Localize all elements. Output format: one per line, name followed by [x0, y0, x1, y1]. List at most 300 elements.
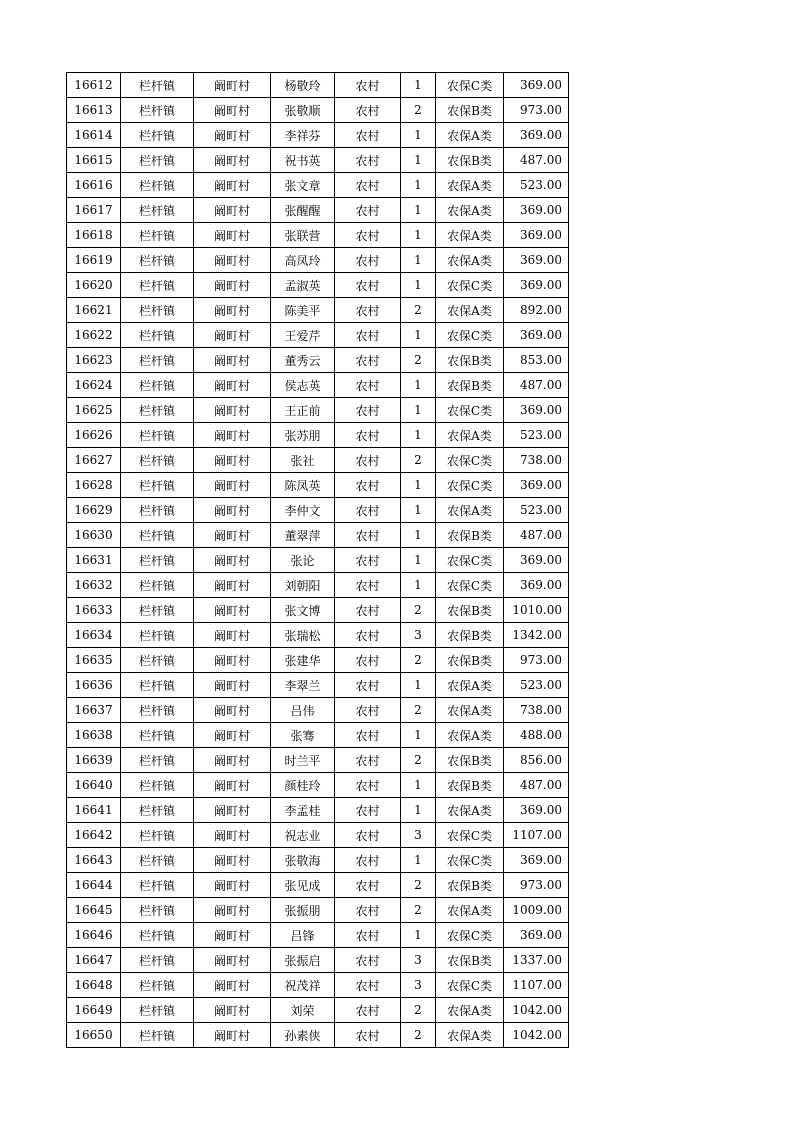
- cell-town: 栏杆镇: [121, 798, 194, 823]
- table-row: [67, 773, 569, 798]
- cell-household-count: 2: [401, 348, 436, 373]
- cell-category: 农村: [335, 1023, 401, 1048]
- cell-village: 阚町村: [194, 698, 271, 723]
- cell-category: 农村: [335, 223, 401, 248]
- data-table: [66, 72, 569, 1048]
- cell-town: 栏杆镇: [121, 873, 194, 898]
- cell-village: 阚町村: [194, 198, 271, 223]
- cell-insurance-class: 农保A类: [436, 123, 504, 148]
- cell-category: 农村: [335, 523, 401, 548]
- cell-category: 农村: [335, 748, 401, 773]
- cell-category: 农村: [335, 373, 401, 398]
- cell-town: 栏杆镇: [121, 298, 194, 323]
- cell-name: 张醒醒: [271, 198, 335, 223]
- cell-amount: 523.00: [504, 173, 569, 198]
- cell-household-count: 1: [401, 223, 436, 248]
- cell-category: 农村: [335, 498, 401, 523]
- cell-town: 栏杆镇: [121, 1023, 194, 1048]
- cell-serial-no: 16648: [67, 973, 121, 998]
- cell-insurance-class: 农保C类: [436, 848, 504, 873]
- cell-name: 高凤玲: [271, 248, 335, 273]
- cell-town: 栏杆镇: [121, 698, 194, 723]
- cell-insurance-class: 农保A类: [436, 673, 504, 698]
- cell-town: 栏杆镇: [121, 98, 194, 123]
- cell-category: 农村: [335, 698, 401, 723]
- cell-serial-no: 16641: [67, 798, 121, 823]
- cell-village: 阚町村: [194, 798, 271, 823]
- cell-name: 侯志英: [271, 373, 335, 398]
- cell-category: 农村: [335, 873, 401, 898]
- cell-category: 农村: [335, 123, 401, 148]
- cell-amount: 856.00: [504, 748, 569, 773]
- cell-village: 阚町村: [194, 498, 271, 523]
- cell-name: 刘荣: [271, 998, 335, 1023]
- cell-name: 张文章: [271, 173, 335, 198]
- cell-name: 李仲文: [271, 498, 335, 523]
- table-row: [67, 623, 569, 648]
- cell-name: 张振启: [271, 948, 335, 973]
- cell-name: 张社: [271, 448, 335, 473]
- cell-amount: 487.00: [504, 373, 569, 398]
- cell-category: 农村: [335, 148, 401, 173]
- cell-name: 董秀云: [271, 348, 335, 373]
- cell-serial-no: 16617: [67, 198, 121, 223]
- table-row: [67, 748, 569, 773]
- cell-household-count: 1: [401, 123, 436, 148]
- cell-town: 栏杆镇: [121, 548, 194, 573]
- cell-insurance-class: 农保B类: [436, 598, 504, 623]
- cell-serial-no: 16622: [67, 323, 121, 348]
- cell-amount: 369.00: [504, 548, 569, 573]
- cell-name: 张瑞松: [271, 623, 335, 648]
- cell-household-count: 1: [401, 73, 436, 98]
- cell-household-count: 1: [401, 248, 436, 273]
- cell-category: 农村: [335, 898, 401, 923]
- cell-name: 张振朋: [271, 898, 335, 923]
- cell-serial-no: 16615: [67, 148, 121, 173]
- cell-name: 李翠兰: [271, 673, 335, 698]
- table-row: [67, 98, 569, 123]
- cell-village: 阚町村: [194, 448, 271, 473]
- cell-village: 阚町村: [194, 148, 271, 173]
- cell-category: 农村: [335, 198, 401, 223]
- cell-household-count: 1: [401, 398, 436, 423]
- cell-town: 栏杆镇: [121, 473, 194, 498]
- cell-household-count: 1: [401, 473, 436, 498]
- cell-category: 农村: [335, 573, 401, 598]
- cell-serial-no: 16621: [67, 298, 121, 323]
- cell-insurance-class: 农保C类: [436, 73, 504, 98]
- cell-village: 阚町村: [194, 573, 271, 598]
- cell-serial-no: 16620: [67, 273, 121, 298]
- cell-insurance-class: 农保C类: [436, 823, 504, 848]
- cell-village: 阚町村: [194, 123, 271, 148]
- cell-category: 农村: [335, 973, 401, 998]
- table-row: [67, 523, 569, 548]
- cell-household-count: 1: [401, 673, 436, 698]
- cell-village: 阚町村: [194, 298, 271, 323]
- cell-household-count: 2: [401, 1023, 436, 1048]
- cell-category: 农村: [335, 298, 401, 323]
- cell-town: 栏杆镇: [121, 673, 194, 698]
- cell-name: 李孟桂: [271, 798, 335, 823]
- cell-name: 张骞: [271, 723, 335, 748]
- cell-household-count: 1: [401, 323, 436, 348]
- cell-village: 阚町村: [194, 348, 271, 373]
- cell-insurance-class: 农保A类: [436, 248, 504, 273]
- cell-serial-no: 16634: [67, 623, 121, 648]
- cell-village: 阚町村: [194, 648, 271, 673]
- cell-amount: 1009.00: [504, 898, 569, 923]
- cell-serial-no: 16638: [67, 723, 121, 748]
- cell-town: 栏杆镇: [121, 273, 194, 298]
- cell-town: 栏杆镇: [121, 123, 194, 148]
- cell-name: 吕伟: [271, 698, 335, 723]
- cell-serial-no: 16639: [67, 748, 121, 773]
- cell-household-count: 2: [401, 698, 436, 723]
- cell-town: 栏杆镇: [121, 173, 194, 198]
- cell-serial-no: 16616: [67, 173, 121, 198]
- cell-serial-no: 16636: [67, 673, 121, 698]
- cell-category: 农村: [335, 323, 401, 348]
- cell-household-count: 1: [401, 798, 436, 823]
- cell-amount: 853.00: [504, 348, 569, 373]
- table-row: [67, 973, 569, 998]
- cell-insurance-class: 农保B类: [436, 648, 504, 673]
- cell-amount: 369.00: [504, 198, 569, 223]
- cell-category: 农村: [335, 823, 401, 848]
- cell-insurance-class: 农保A类: [436, 498, 504, 523]
- cell-household-count: 2: [401, 98, 436, 123]
- cell-category: 农村: [335, 673, 401, 698]
- cell-amount: 369.00: [504, 798, 569, 823]
- cell-category: 农村: [335, 548, 401, 573]
- cell-category: 农村: [335, 398, 401, 423]
- cell-household-count: 2: [401, 298, 436, 323]
- cell-insurance-class: 农保A类: [436, 173, 504, 198]
- table-row: [67, 998, 569, 1023]
- cell-amount: 1010.00: [504, 598, 569, 623]
- cell-name: 祝志业: [271, 823, 335, 848]
- cell-household-count: 1: [401, 723, 436, 748]
- cell-town: 栏杆镇: [121, 148, 194, 173]
- cell-insurance-class: 农保B类: [436, 748, 504, 773]
- table-row: [67, 898, 569, 923]
- table-row: [67, 498, 569, 523]
- cell-amount: 369.00: [504, 573, 569, 598]
- cell-name: 杨敬玲: [271, 73, 335, 98]
- cell-amount: 369.00: [504, 398, 569, 423]
- cell-household-count: 1: [401, 548, 436, 573]
- cell-village: 阚町村: [194, 623, 271, 648]
- cell-village: 阚町村: [194, 723, 271, 748]
- cell-village: 阚町村: [194, 673, 271, 698]
- cell-town: 栏杆镇: [121, 348, 194, 373]
- cell-amount: 369.00: [504, 848, 569, 873]
- table-row: [67, 723, 569, 748]
- cell-village: 阚町村: [194, 73, 271, 98]
- cell-serial-no: 16644: [67, 873, 121, 898]
- table-row: [67, 923, 569, 948]
- cell-insurance-class: 农保C类: [436, 448, 504, 473]
- table-row: [67, 473, 569, 498]
- cell-category: 农村: [335, 98, 401, 123]
- cell-insurance-class: 农保B类: [436, 623, 504, 648]
- cell-amount: 369.00: [504, 248, 569, 273]
- cell-town: 栏杆镇: [121, 523, 194, 548]
- cell-serial-no: 16626: [67, 423, 121, 448]
- cell-village: 阚町村: [194, 748, 271, 773]
- cell-serial-no: 16623: [67, 348, 121, 373]
- table-row: [67, 698, 569, 723]
- cell-town: 栏杆镇: [121, 323, 194, 348]
- cell-category: 农村: [335, 248, 401, 273]
- cell-name: 陈凤英: [271, 473, 335, 498]
- cell-category: 农村: [335, 723, 401, 748]
- cell-village: 阚町村: [194, 248, 271, 273]
- cell-village: 阚町村: [194, 1023, 271, 1048]
- cell-amount: 369.00: [504, 223, 569, 248]
- cell-category: 农村: [335, 273, 401, 298]
- cell-amount: 523.00: [504, 498, 569, 523]
- cell-serial-no: 16650: [67, 1023, 121, 1048]
- table-row: [67, 548, 569, 573]
- cell-household-count: 1: [401, 498, 436, 523]
- table-row: [67, 873, 569, 898]
- cell-village: 阚町村: [194, 423, 271, 448]
- cell-amount: 973.00: [504, 98, 569, 123]
- table-row: [67, 348, 569, 373]
- cell-serial-no: 16637: [67, 698, 121, 723]
- cell-serial-no: 16613: [67, 98, 121, 123]
- table-row: [67, 298, 569, 323]
- cell-name: 李祥芬: [271, 123, 335, 148]
- cell-category: 农村: [335, 448, 401, 473]
- cell-town: 栏杆镇: [121, 648, 194, 673]
- cell-insurance-class: 农保C类: [436, 923, 504, 948]
- cell-name: 时兰平: [271, 748, 335, 773]
- cell-category: 农村: [335, 598, 401, 623]
- cell-insurance-class: 农保C类: [436, 473, 504, 498]
- cell-village: 阚町村: [194, 773, 271, 798]
- cell-household-count: 1: [401, 773, 436, 798]
- cell-name: 陈美平: [271, 298, 335, 323]
- cell-category: 农村: [335, 798, 401, 823]
- cell-town: 栏杆镇: [121, 923, 194, 948]
- cell-household-count: 1: [401, 273, 436, 298]
- cell-serial-no: 16624: [67, 373, 121, 398]
- cell-insurance-class: 农保C类: [436, 398, 504, 423]
- cell-village: 阚町村: [194, 923, 271, 948]
- cell-serial-no: 16645: [67, 898, 121, 923]
- cell-town: 栏杆镇: [121, 573, 194, 598]
- cell-household-count: 3: [401, 973, 436, 998]
- cell-serial-no: 16629: [67, 498, 121, 523]
- cell-amount: 973.00: [504, 648, 569, 673]
- cell-name: 张文博: [271, 598, 335, 623]
- cell-household-count: 1: [401, 848, 436, 873]
- cell-name: 王正前: [271, 398, 335, 423]
- cell-town: 栏杆镇: [121, 748, 194, 773]
- cell-serial-no: 16643: [67, 848, 121, 873]
- cell-amount: 487.00: [504, 523, 569, 548]
- cell-serial-no: 16614: [67, 123, 121, 148]
- table-body: [67, 73, 569, 1048]
- cell-town: 栏杆镇: [121, 998, 194, 1023]
- cell-village: 阚町村: [194, 898, 271, 923]
- cell-name: 董翠萍: [271, 523, 335, 548]
- cell-town: 栏杆镇: [121, 598, 194, 623]
- cell-insurance-class: 农保B类: [436, 523, 504, 548]
- cell-serial-no: 16632: [67, 573, 121, 598]
- cell-category: 农村: [335, 348, 401, 373]
- cell-amount: 523.00: [504, 673, 569, 698]
- table-row: [67, 173, 569, 198]
- cell-household-count: 3: [401, 948, 436, 973]
- cell-village: 阚町村: [194, 473, 271, 498]
- cell-household-count: 1: [401, 373, 436, 398]
- table-row: [67, 198, 569, 223]
- cell-town: 栏杆镇: [121, 823, 194, 848]
- cell-insurance-class: 农保C类: [436, 573, 504, 598]
- cell-amount: 738.00: [504, 698, 569, 723]
- cell-household-count: 3: [401, 623, 436, 648]
- cell-insurance-class: 农保B类: [436, 948, 504, 973]
- table-row: [67, 123, 569, 148]
- table-row: [67, 948, 569, 973]
- cell-village: 阚町村: [194, 173, 271, 198]
- table-row: [67, 323, 569, 348]
- cell-insurance-class: 农保B类: [436, 873, 504, 898]
- cell-serial-no: 16630: [67, 523, 121, 548]
- cell-insurance-class: 农保C类: [436, 273, 504, 298]
- cell-name: 张联营: [271, 223, 335, 248]
- cell-category: 农村: [335, 948, 401, 973]
- table-row: [67, 148, 569, 173]
- cell-household-count: 1: [401, 148, 436, 173]
- cell-household-count: 2: [401, 898, 436, 923]
- cell-amount: 973.00: [504, 873, 569, 898]
- cell-name: 张论: [271, 548, 335, 573]
- table-row: [67, 398, 569, 423]
- cell-town: 栏杆镇: [121, 398, 194, 423]
- table-row: [67, 73, 569, 98]
- cell-category: 农村: [335, 73, 401, 98]
- cell-town: 栏杆镇: [121, 248, 194, 273]
- cell-insurance-class: 农保C类: [436, 973, 504, 998]
- cell-name: 孙素侠: [271, 1023, 335, 1048]
- cell-name: 王爱芹: [271, 323, 335, 348]
- cell-name: 吕锋: [271, 923, 335, 948]
- cell-village: 阚町村: [194, 873, 271, 898]
- cell-category: 农村: [335, 848, 401, 873]
- table-row: [67, 1023, 569, 1048]
- cell-household-count: 1: [401, 523, 436, 548]
- table-row: [67, 573, 569, 598]
- cell-amount: 369.00: [504, 123, 569, 148]
- cell-insurance-class: 农保B类: [436, 148, 504, 173]
- table-row: [67, 423, 569, 448]
- cell-town: 栏杆镇: [121, 223, 194, 248]
- cell-insurance-class: 农保A类: [436, 423, 504, 448]
- cell-insurance-class: 农保B类: [436, 98, 504, 123]
- cell-town: 栏杆镇: [121, 73, 194, 98]
- cell-insurance-class: 农保A类: [436, 198, 504, 223]
- cell-amount: 1107.00: [504, 823, 569, 848]
- cell-household-count: 3: [401, 823, 436, 848]
- cell-insurance-class: 农保A类: [436, 798, 504, 823]
- cell-household-count: 1: [401, 198, 436, 223]
- cell-serial-no: 16618: [67, 223, 121, 248]
- cell-category: 农村: [335, 473, 401, 498]
- cell-serial-no: 16625: [67, 398, 121, 423]
- cell-village: 阚町村: [194, 823, 271, 848]
- table-row: [67, 273, 569, 298]
- cell-town: 栏杆镇: [121, 498, 194, 523]
- cell-name: 张苏朋: [271, 423, 335, 448]
- cell-name: 张敬顺: [271, 98, 335, 123]
- cell-town: 栏杆镇: [121, 973, 194, 998]
- cell-town: 栏杆镇: [121, 898, 194, 923]
- cell-insurance-class: 农保C类: [436, 548, 504, 573]
- table-row: [67, 223, 569, 248]
- cell-amount: 738.00: [504, 448, 569, 473]
- cell-amount: 369.00: [504, 923, 569, 948]
- cell-category: 农村: [335, 773, 401, 798]
- cell-serial-no: 16627: [67, 448, 121, 473]
- cell-category: 农村: [335, 923, 401, 948]
- cell-name: 刘朝阳: [271, 573, 335, 598]
- cell-village: 阚町村: [194, 323, 271, 348]
- cell-town: 栏杆镇: [121, 373, 194, 398]
- cell-amount: 1042.00: [504, 1023, 569, 1048]
- cell-category: 农村: [335, 173, 401, 198]
- cell-village: 阚町村: [194, 98, 271, 123]
- cell-household-count: 2: [401, 998, 436, 1023]
- cell-insurance-class: 农保A类: [436, 223, 504, 248]
- cell-amount: 369.00: [504, 473, 569, 498]
- cell-name: 祝茂祥: [271, 973, 335, 998]
- cell-amount: 488.00: [504, 723, 569, 748]
- cell-serial-no: 16635: [67, 648, 121, 673]
- cell-village: 阚町村: [194, 548, 271, 573]
- cell-household-count: 1: [401, 423, 436, 448]
- cell-village: 阚町村: [194, 373, 271, 398]
- cell-serial-no: 16631: [67, 548, 121, 573]
- cell-insurance-class: 农保C类: [436, 323, 504, 348]
- table-row: [67, 598, 569, 623]
- cell-amount: 1342.00: [504, 623, 569, 648]
- cell-amount: 1042.00: [504, 998, 569, 1023]
- cell-serial-no: 16640: [67, 773, 121, 798]
- cell-village: 阚町村: [194, 273, 271, 298]
- cell-category: 农村: [335, 648, 401, 673]
- table-row: [67, 673, 569, 698]
- cell-village: 阚町村: [194, 523, 271, 548]
- cell-insurance-class: 农保A类: [436, 723, 504, 748]
- cell-village: 阚町村: [194, 598, 271, 623]
- table-row: [67, 848, 569, 873]
- cell-amount: 369.00: [504, 73, 569, 98]
- cell-serial-no: 16649: [67, 998, 121, 1023]
- cell-serial-no: 16646: [67, 923, 121, 948]
- cell-town: 栏杆镇: [121, 723, 194, 748]
- cell-insurance-class: 农保A类: [436, 898, 504, 923]
- cell-household-count: 1: [401, 573, 436, 598]
- cell-name: 孟淑英: [271, 273, 335, 298]
- table-row: [67, 373, 569, 398]
- cell-name: 张敬海: [271, 848, 335, 873]
